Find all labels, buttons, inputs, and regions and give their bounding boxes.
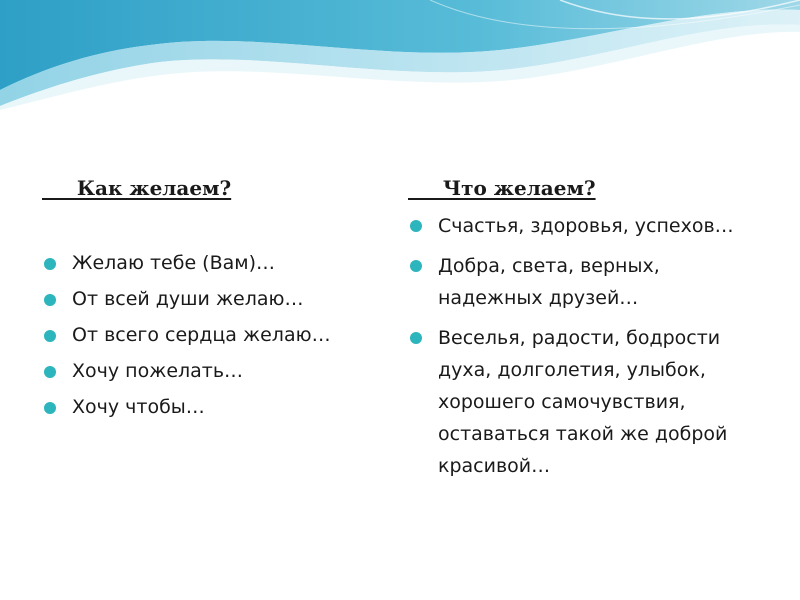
left-list bbox=[42, 248, 402, 428]
bullet-icon bbox=[44, 330, 56, 342]
header-wave-decoration bbox=[0, 0, 800, 110]
list-item: От всей души желаю… bbox=[42, 284, 402, 315]
bullet-icon bbox=[410, 332, 422, 344]
list-item: Добра, света, верных, надежных друзей… bbox=[408, 250, 748, 314]
list-item: Хочу чтобы… bbox=[42, 392, 402, 423]
bullet-icon bbox=[44, 294, 56, 306]
list-item: От всего сердца желаю… bbox=[42, 320, 402, 351]
left-heading: Как желаем? bbox=[42, 176, 232, 200]
list-item: Желаю тебе (Вам)… bbox=[42, 248, 402, 279]
bullet-icon bbox=[44, 402, 56, 414]
list-item: Хочу пожелать… bbox=[42, 356, 402, 387]
bullet-icon bbox=[410, 220, 422, 232]
right-heading: Что желаем? bbox=[408, 176, 596, 200]
list-item: Счастья, здоровья, успехов… bbox=[408, 210, 748, 242]
bullet-icon bbox=[44, 258, 56, 270]
right-list bbox=[408, 210, 748, 490]
bullet-icon bbox=[44, 366, 56, 378]
bullet-icon bbox=[410, 260, 422, 272]
list-item: Веселья, радости, бодрости духа, долголетия, улыбок, хорошего самочувствия, оставаться такой же доброй красивой… bbox=[408, 322, 748, 482]
